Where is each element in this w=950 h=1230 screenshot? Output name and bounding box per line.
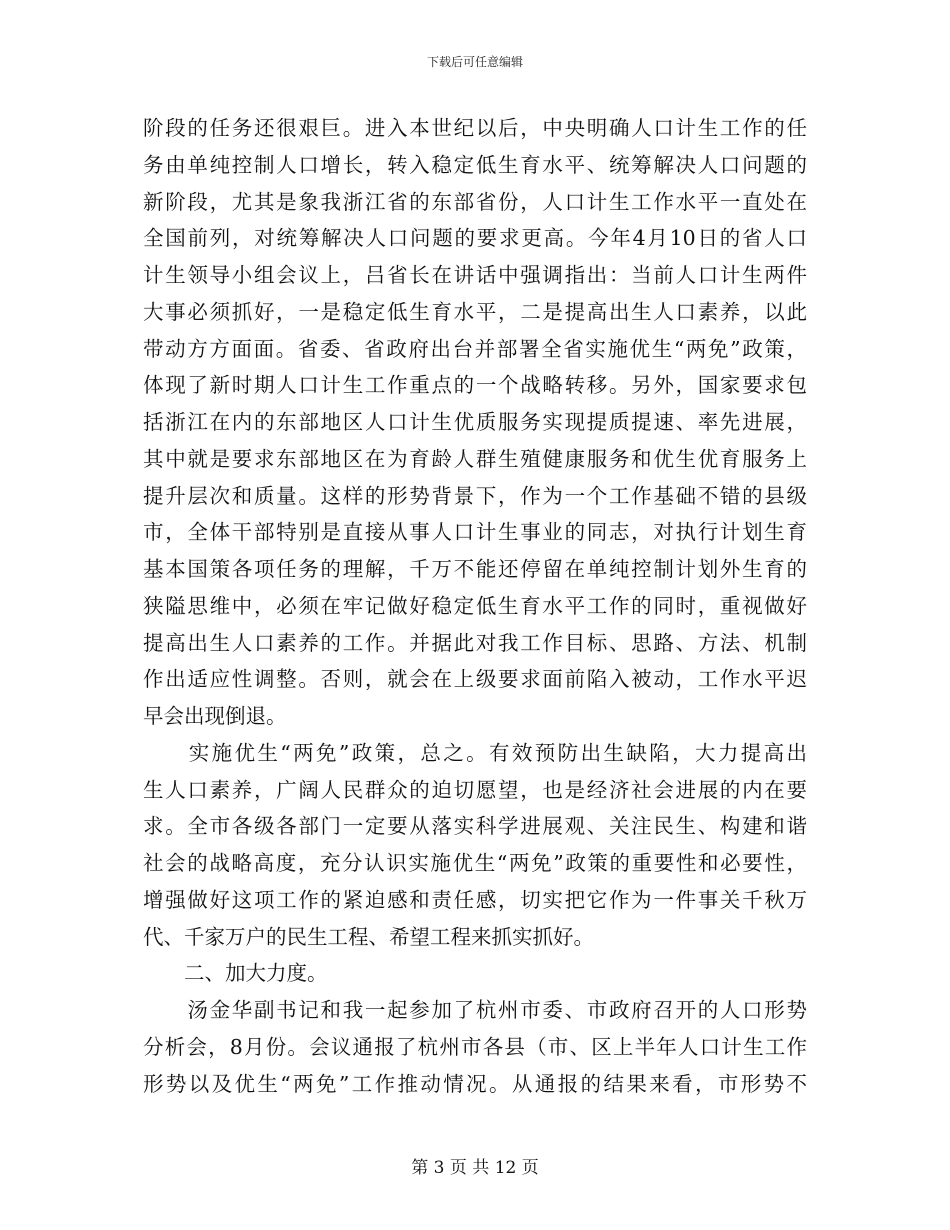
- text-line: 带动方方面面。省委、省政府出台并部署全省实施优生“两免”政策，: [143, 336, 807, 361]
- text-line: 提升层次和质量。这样的形势背景下，作为一个工作基础不错的县级: [143, 483, 807, 508]
- text-line: 计生领导小组会议上，吕省长在讲话中强调指出：当前人口计生两件: [143, 263, 807, 287]
- text-line: 增强做好这项工作的紧迫感和责任感，切实把它作为一件事关千秋万: [143, 887, 807, 912]
- paragraph-end-line: 代、千家万户的民生工程、希望工程来抓实抓好。: [143, 924, 594, 949]
- text-line: 提高出生人口素养的工作。并据此对我工作目标、思路、方法、机制: [143, 630, 807, 655]
- text-line: 括浙江在内的东部地区人口计生优质服务实现提质提速、率先进展，: [143, 410, 807, 434]
- text-line: 阶段的任务还很艰巨。进入本世纪以后，中央明确人口计生工作的任: [143, 116, 807, 140]
- text-line: 基本国策各项任务的理解，千万不能还停留在单纯控制计划外生育的: [143, 557, 807, 581]
- text-line: 实施优生“两免”政策，总之。有效预防出生缺陷，大力提高出: [143, 740, 807, 765]
- text-line: 市，全体干部特别是直接从事人口计生事业的同志，对执行计划生育: [143, 520, 807, 545]
- text-line: 大事必须抓好，一是稳定低生育水平，二是提高出生人口素养，以此: [143, 299, 807, 324]
- section-heading: 二、加大力度。: [143, 961, 328, 986]
- text-line: 务由单纯控制人口增长，转入稳定低生育水平、统筹解决人口问题的: [143, 152, 807, 177]
- text-line: 社会的战略高度，充分认识实施优生“两免”政策的重要性和必要性，: [143, 851, 807, 875]
- page-number-footer: 第 3 页 共 12 页: [411, 1158, 539, 1178]
- page-header: 下载后可任意编辑: [426, 55, 523, 69]
- text-line: 狭隘思维中，必须在牢记做好稳定低生育水平工作的同时，重视做好: [143, 593, 807, 618]
- text-line: 体现了新时期人口计生工作重点的一个战略转移。另外，国家要求包: [143, 373, 807, 398]
- text-line: 其中就是要求东部地区在为育龄人群生殖健康服务和优生优育服务上: [143, 446, 807, 471]
- text-line: 求。全市各级各部门一定要从落实科学进展观、关注民生、构建和谐: [143, 814, 807, 839]
- text-line: 形势以及优生“两免”工作推动情况。从通报的结果来看，市形势不: [143, 1071, 807, 1096]
- text-line: 生人口素养，广阔人民群众的迫切愿望，也是经济社会进展的内在要: [143, 777, 807, 802]
- text-line: 汤金华副书记和我一起参加了杭州市委、市政府召开的人口形势: [143, 998, 807, 1022]
- text-line: 分析会，8月份。会议通报了杭州市各县（市、区上半年人口计生工作: [143, 1034, 807, 1059]
- document-body: [143, 110, 807, 1102]
- paragraph-end-line: 早会出现倒退。: [143, 704, 287, 728]
- text-line: 全国前列，对统筹解决人口问题的要求更高。今年4月10日的省人口: [143, 226, 807, 251]
- text-line: 作出适应性调整。否则，就会在上级要求面前陷入被动，工作水平迟: [143, 667, 807, 692]
- text-line: 新阶段，尤其是象我浙江省的东部省份，人口计生工作水平一直处在: [143, 189, 807, 214]
